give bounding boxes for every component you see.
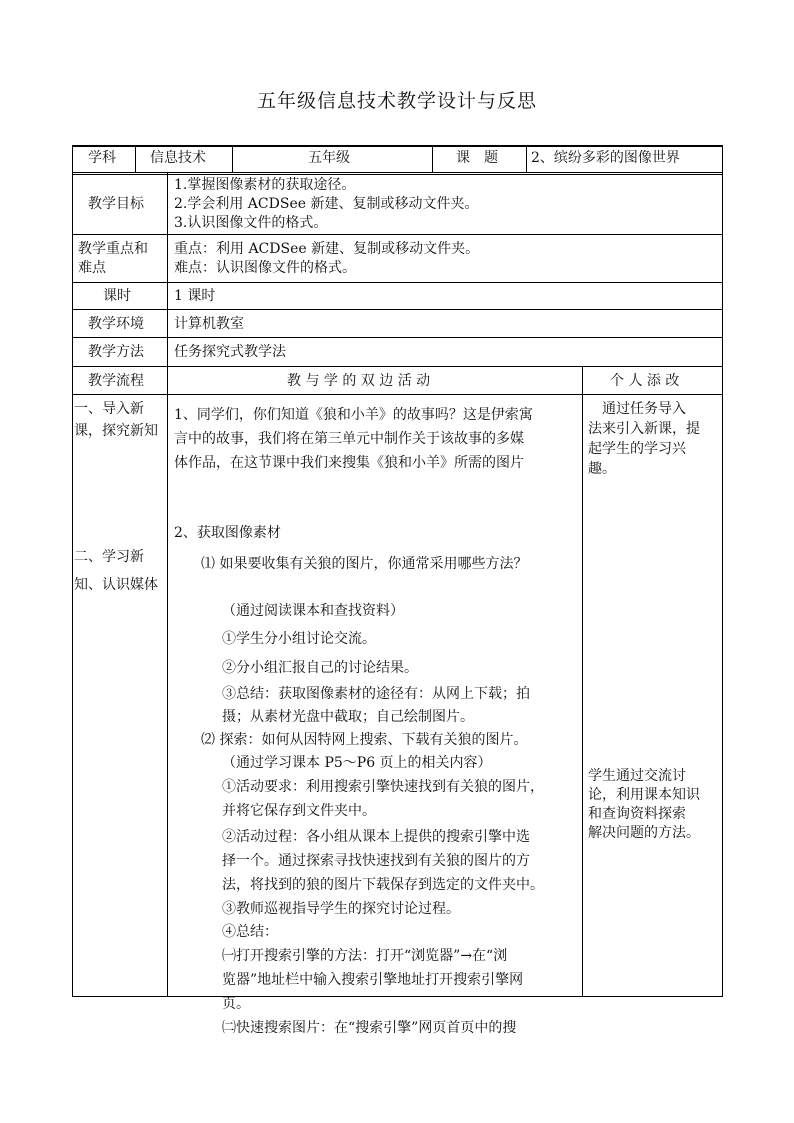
subject-label: 学科 xyxy=(88,150,116,166)
keypoint-item: 难点：认识图像文件的格式。 xyxy=(174,260,356,276)
answer-item: ①活动要求：利用搜索引擎快速找到有关狼的图片， xyxy=(222,779,544,795)
answer-item: 择一个。通过探索寻找快速找到有关狼的图片的方 xyxy=(222,853,530,869)
page-title: 五年级信息技术教学设计与反思 xyxy=(256,90,537,112)
note-line: 法来引入新课，提 xyxy=(588,421,700,437)
keypoints-label: 教学重点和 xyxy=(78,241,148,257)
topic-value: 2、缤纷多彩的图像世界 xyxy=(531,150,680,166)
answer-item: 览器”地址栏中输入搜索引擎地址打开搜索引擎网 xyxy=(222,972,524,988)
intro-line: 1、同学们，你们知道《狼和小羊》的故事吗？这是伊索寓 xyxy=(174,407,533,423)
answer-item: ㈡快速搜索图片：在“搜索引擎”网页首页中的搜 xyxy=(222,1020,517,1036)
note-line: 学生通过交流讨 xyxy=(588,768,686,784)
note-line: 趣。 xyxy=(588,461,616,477)
hours-value: 1 课时 xyxy=(174,288,216,304)
env-label: 教学环境 xyxy=(88,316,144,332)
answer-item: ②分小组汇报自己的讨论结果。 xyxy=(222,660,418,676)
keypoints-label: 难点 xyxy=(78,260,106,276)
answer-item: ④总结： xyxy=(222,924,278,940)
question-2: ⑵ 探索：如何从因特网上搜索、下载有关狼的图片。 xyxy=(201,732,528,748)
topic-label: 课 题 xyxy=(456,150,498,166)
question-1: ⑴ 如果要收集有关狼的图片，你通常采用哪些方法？ xyxy=(201,556,528,572)
env-value: 计算机教室 xyxy=(174,316,244,332)
answer-item: ③总结：获取图像素材的途径有：从网上下载；拍 xyxy=(222,686,530,702)
note-line: 通过任务导入 xyxy=(588,401,686,417)
answer-item: 页。 xyxy=(222,996,250,1012)
note-line: 解决问题的方法。 xyxy=(588,825,700,841)
goal-item: 3.认识图像文件的格式。 xyxy=(174,215,328,231)
stage-1-label: 一、导入新 xyxy=(74,401,144,417)
subject-value: 信息技术 xyxy=(150,150,206,166)
note-line: 和查询资料探索 xyxy=(588,806,686,822)
goal-item: 2.学会利用 ACDSee 新建、复制或移动文件夹。 xyxy=(174,196,479,212)
note-line: 起学生的学习兴 xyxy=(588,441,686,457)
section-2-title: 2、获取图像素材 xyxy=(174,525,281,541)
goal-item: 1.掌握图像素材的获取途径。 xyxy=(174,177,356,193)
stage-2-label: 知、认识媒体 xyxy=(74,577,158,593)
intro-line: 言中的故事，我们将在第三单元中制作关于该故事的多媒 xyxy=(174,431,524,447)
process-col2-header: 教 与 学 的 双 边 活 动 xyxy=(287,373,431,389)
keypoint-item: 重点：利用 ACDSee 新建、复制或移动文件夹。 xyxy=(174,241,480,257)
hours-label: 课时 xyxy=(103,288,131,304)
process-col1-header: 教学流程 xyxy=(88,373,144,389)
answer-item: ㈠打开搜索引擎的方法：打开“浏览器”→在“浏 xyxy=(222,948,508,964)
stage-2-label: 二、学习新 xyxy=(74,549,144,565)
answer-item: ②活动过程：各小组从课本上提供的搜索引擎中选 xyxy=(222,829,530,845)
note-line: 论，利用课本知识 xyxy=(588,787,700,803)
method-label: 教学方法 xyxy=(88,344,144,360)
grade-value: 五年级 xyxy=(308,150,350,166)
question-1-note: （通过阅读课本和查找资料） xyxy=(222,603,404,619)
stage-1-label: 课，探究新知 xyxy=(74,423,158,439)
answer-item: 法，将找到的狼的图片下载保存到选定的文件夹中。 xyxy=(222,877,544,893)
process-col3-header: 个 人 添 改 xyxy=(610,373,680,389)
intro-line: 体作品，在这节课中我们来搜集《狼和小羊》所需的图片 xyxy=(174,455,524,471)
answer-item: ③教师巡视指导学生的探究讨论过程。 xyxy=(222,901,460,917)
goals-label: 教学目标 xyxy=(88,196,144,212)
answer-item: ①学生分小组讨论交流。 xyxy=(222,631,376,647)
method-value: 任务探究式教学法 xyxy=(174,344,286,360)
answer-item: 并将它保存到文件夹中。 xyxy=(222,803,376,819)
question-2-note: （通过学习课本 P5～P6 页上的相关内容） xyxy=(222,755,492,771)
answer-item: 摄；从素材光盘中截取；自己绘制图片。 xyxy=(222,709,474,725)
